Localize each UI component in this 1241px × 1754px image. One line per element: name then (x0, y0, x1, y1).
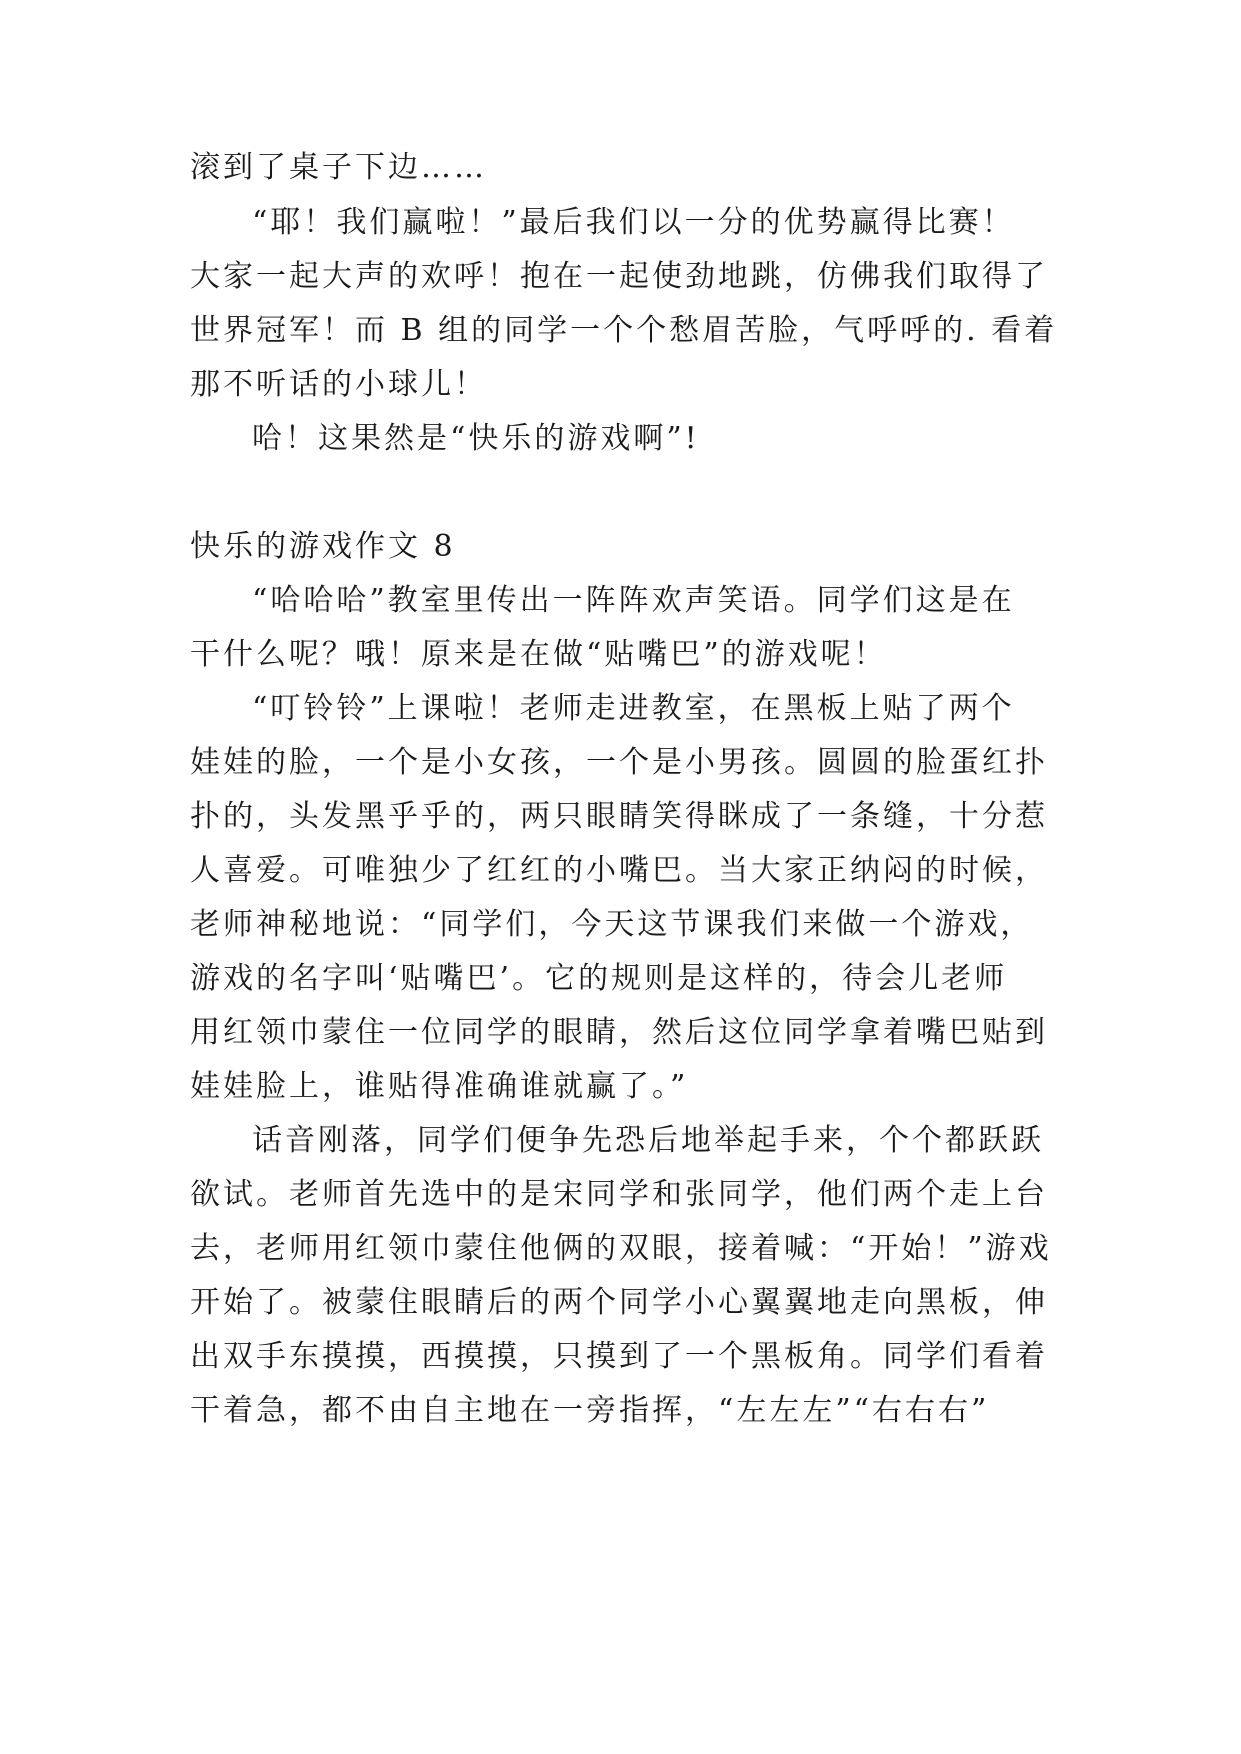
text-line: 娃娃脸上，谁贴得准确谁就赢了。” (190, 1069, 689, 1104)
text-line: 去，老师用红领巾蒙住他俩的双眼，接着喊：“开始！”游戏 (190, 1231, 1052, 1266)
text-line: 大家一起大声的欢呼！抱在一起使劲地跳，仿佛我们取得了 (190, 259, 1048, 294)
paragraph-first-line: “哈哈哈”教室里传出一阵阵欢声笑语。同学们这是在 (252, 583, 1015, 618)
text-line: 扑的，头发黑乎乎的，两只眼睛笑得眯成了一条缝，十分惹 (190, 799, 1048, 834)
text-line: 干什么呢？哦！原来是在做“贴嘴巴”的游戏呢！ (190, 637, 887, 672)
text-line: 娃娃的脸，一个是小女孩，一个是小男孩。圆圆的脸蛋红扑 (190, 745, 1048, 780)
text-line: 世界冠军！而 B 组的同学一个个愁眉苦脸，气呼呼的. 看着 (190, 313, 1058, 348)
text-line: 人喜爱。可唯独少了红红的小嘴巴。当大家正纳闷的时候， (190, 853, 1048, 888)
text-line: 出双手东摸摸，西摸摸，只摸到了一个黑板角。同学们看着 (190, 1339, 1048, 1374)
section-title: 快乐的游戏作文 8 (190, 529, 456, 564)
paragraph-first-line: 哈！这果然是“快乐的游戏啊”! (252, 421, 700, 456)
text-line: 欲试。老师首先选中的是宋同学和张同学，他们两个走上台 (190, 1177, 1048, 1212)
text-line: 那不听话的小球儿！ (190, 367, 487, 402)
paragraph-first-line: 话音刚落，同学们便争先恐后地举起手来，个个都跃跃 (252, 1123, 1044, 1158)
paragraph-first-line: “耶！我们赢啦！”最后我们以一分的优势赢得比赛！ (252, 205, 1015, 240)
text-line: 干着急，都不由自主地在一旁指挥，“左左左”“右右右” (190, 1393, 990, 1428)
text-line: 滚到了桌子下边…… (190, 150, 487, 185)
text-line: 开始了。被蒙住眼睛后的两个同学小心翼翼地走向黑板，伸 (190, 1285, 1048, 1320)
text-line: 老师神秘地说：“同学们，今天这节课我们来做一个游戏， (190, 907, 1034, 942)
text-line: 游戏的名字叫‘贴嘴巴’。它的规则是这样的，待会儿老师 (190, 961, 1008, 996)
paragraph-first-line: “叮铃铃”上课啦！老师走进教室，在黑板上贴了两个 (252, 691, 1015, 726)
text-line: 用红领巾蒙住一位同学的眼睛，然后这位同学拿着嘴巴贴到 (190, 1015, 1048, 1050)
